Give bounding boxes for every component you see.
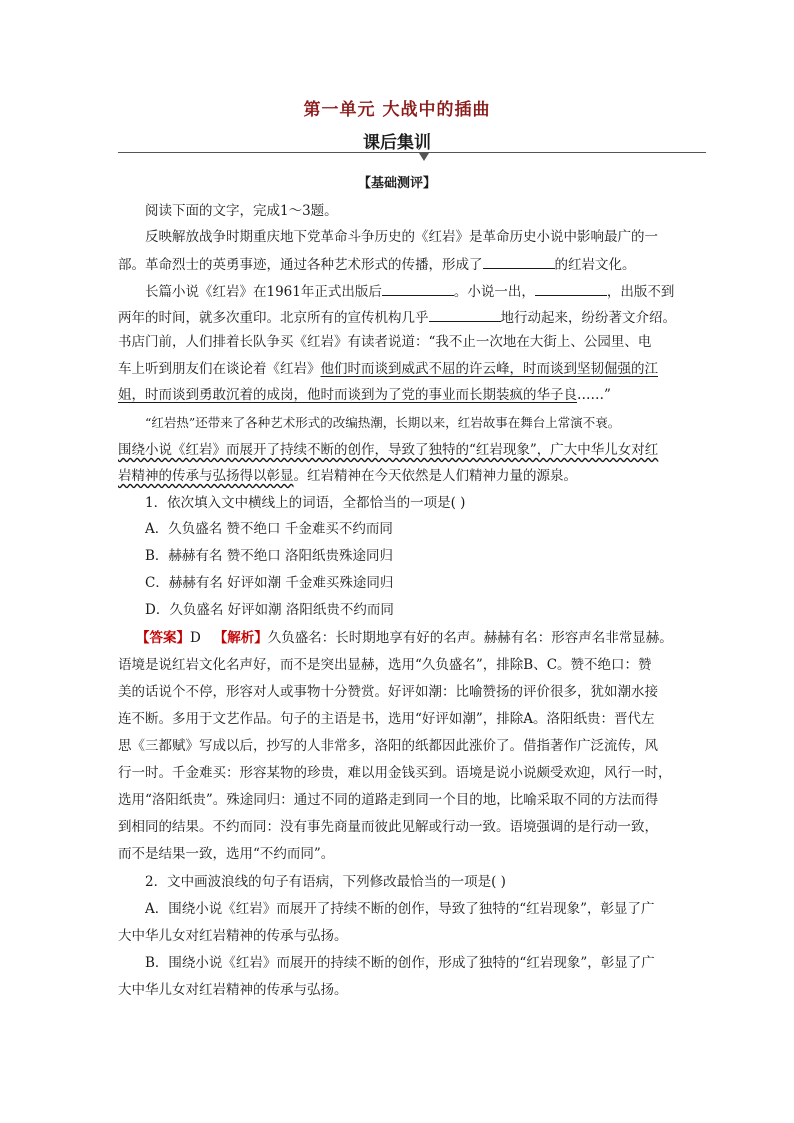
wavy-underlined-sentence: 岩精神的传承与弘扬得以彰显: [118, 468, 294, 484]
option-a: A．围绕小说《红岩》而展开了持续不断的创作，导致了独特的“红岩现象”，彰显了广: [145, 901, 655, 917]
passage-line: 两年的时间，就多次重印。北京所有的宣传机构几乎 地行动起来，纷纷著文介绍。: [118, 307, 718, 327]
analysis-line: 而不是结果一致，选用“不约而同”。: [118, 846, 335, 862]
answer-tag: 【答案】: [136, 630, 190, 646]
fill-blank: [429, 307, 501, 322]
passage-line: 岩精神的传承与弘扬得以彰显。红岩精神在今天依然是人们精神力量的源泉。: [118, 468, 577, 484]
question-1: 1．依次填入文中横线上的词语，全都恰当的一项是( ): [145, 495, 466, 511]
passage-line: 反映解放战争时期重庆地下党革命斗争历史的《红岩》是革命历史小说中影响最广的一: [145, 229, 658, 245]
question-2: 2．文中画波浪线的句子有语病，下列修改最恰当的一项是( ): [145, 874, 506, 890]
option-d: D．久负盛名 好评如潮 洛阳纸贵不约而同: [145, 602, 394, 618]
passage-line: [118, 441, 718, 459]
wavy-underlined-sentence: 围绕小说《红岩》而展开了持续不断的创作，导致了独特的“红岩现象”，广大中华儿女对红: [118, 442, 659, 458]
intro-text: 阅读下面的文字，完成1～3题。: [145, 203, 338, 219]
passage-line: 车上听到朋友们在谈论着《红岩》他们时而谈到威武不屈的许云峰，时而谈到坚韧倔强的江: [118, 361, 658, 377]
title-divider: [118, 152, 706, 153]
unit-title: 第一单元 大战中的插曲: [303, 100, 491, 120]
analysis-line: 连不断。多用于文艺作品。句子的主语是书，选用“好评如潮”，排除A。洛阳纸贵：晋代左: [118, 711, 655, 727]
analysis-line: 选用“洛阳纸贵”。殊途同归：通过不同的道路走到同一个目的地，比喻采取不同的方法而得: [118, 792, 659, 808]
divider-arrow-icon: [419, 153, 429, 161]
underlined-sentence: 姐，时而谈到勇敢沉着的成岗，他时而谈到为了党的事业而长期装疯的华子良: [118, 387, 577, 403]
section-heading: 【基础测评】: [357, 176, 436, 191]
passage-line: 长篇小说《红岩》在1961年正式出版后 。小说一出， ，出版不到: [145, 281, 745, 301]
analysis-line: 思《三都赋》写成以后，抄写的人非常多，洛阳的纸都因此涨价了。借指著作广泛流传，风: [118, 738, 658, 754]
passage-line: 书店门前，人们排着长队争买《红岩》有读者说道：“我不止一次地在大街上、公园里、电: [118, 334, 652, 350]
passage-line: “红岩热”还带来了各种艺术形式的改编热潮，长期以来，红岩故事在舞台上常演不衰。: [145, 415, 621, 430]
option-b: B．赫赫有名 赞不绝口 洛阳纸贵殊途同归: [145, 548, 394, 564]
fill-blank: [535, 281, 607, 296]
answer-value: D: [190, 630, 201, 646]
analysis-line: 行一时。千金难买：形容某物的珍贵，难以用金钱买到。语境是说小说颇受欢迎，风行一时，: [118, 765, 672, 781]
analysis-tag: 【解析】: [213, 630, 268, 646]
fill-blank: [382, 281, 454, 296]
analysis-line: 美的话说个不停，形容对人或事物十分赞赏。好评如潮：比喻赞扬的评价很多，犹如潮水接: [118, 684, 658, 700]
option-b-cont: 大中华儿女对红岩精神的传承与弘扬。: [118, 982, 348, 998]
fill-blank: [483, 254, 555, 269]
answer-line: 【答案】D 【解析】久负盛名：长时期地享有好的名声。赫赫有名：形容声名非常显赫。: [136, 630, 673, 646]
passage-line: 部。革命烈士的英勇事迹，通过各种艺术形式的传播，形成了 的红岩文化。: [118, 254, 718, 274]
analysis-line: 到相同的结果。不约而同：没有事先商量而彼此见解或行动一致。语境强调的是行动一致，: [118, 819, 658, 835]
option-a-cont: 大中华儿女对红岩精神的传承与弘扬。: [118, 928, 348, 944]
page-subtitle: 课后集训: [363, 133, 431, 153]
analysis-line: 语境是说红岩文化名声好，而不是突出显赫，选用“久负盛名”，排除B、C。赞不绝口：赞: [118, 657, 652, 673]
option-c: C．赫赫有名 好评如潮 千金难买殊途同归: [145, 575, 394, 591]
option-a: A．久负盛名 赞不绝口 千金难买不约而同: [145, 521, 393, 537]
option-b: B．围绕小说《红岩》而展开的持续不断的创作，形成了独特的“红岩现象”，彰显了广: [145, 955, 655, 971]
underlined-sentence: 他们时而谈到威武不屈的许云峰，时而谈到坚韧倔强的江: [320, 361, 658, 377]
passage-line: 姐，时而谈到勇敢沉着的成岗，他时而谈到为了党的事业而长期装疯的华子良……”: [118, 387, 611, 403]
